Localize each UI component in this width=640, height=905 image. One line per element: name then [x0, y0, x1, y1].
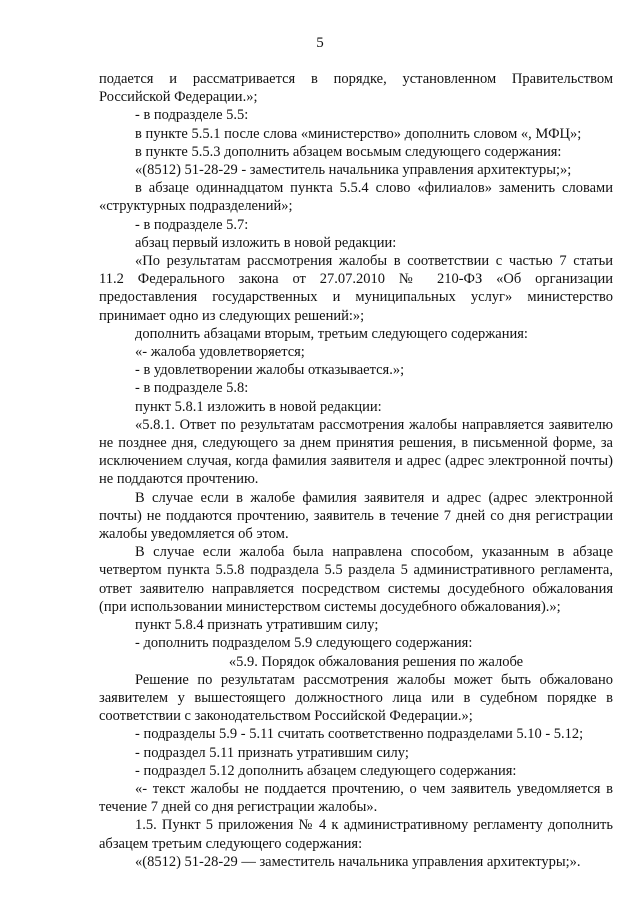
paragraph: «- текст жалобы не поддается прочтению, о чем заявитель уведомляется в течение 7 дней со дня регистрации жалобы». [99, 780, 613, 816]
paragraph: пункт 5.8.1 изложить в новой редакции: [135, 398, 382, 415]
paragraph: В случае если жалоба была направлена способом, указанным в абзаце четвертом пункта 5.5.8 подраздела 5.5 раздела 5 административного регламента, ответ заявителю направляется посредством системы досудебного обжалования (при использовании министерством системы досудебного обжалования).»; [99, 544, 613, 615]
paragraph: В случае если в жалобе фамилия заявителя и адрес (адрес электронной почты) не поддаются прочтению, заявитель в течение 7 дней со дня регистрации жалобы уведомляется об этом. [99, 489, 613, 543]
paragraph: - дополнить подразделом 5.9 следующего содержания: [135, 635, 473, 652]
paragraph: пункт 5.8.4 признать утратившим силу; [135, 617, 379, 634]
paragraph: «5.8.1. Ответ по результатам рассмотрения жалобы направляется заявителю не позднее дня, следующего за днем принятия решения, в письменной форме, за исключением случая, когда фамилия заявителя и адрес (адрес электронной почты) не поддаются прочтению. [99, 416, 613, 488]
paragraph: в абзаце одиннадцатом пункта 5.5.4 слово «филиалов» заменить словами «структурных подразделений»; [99, 180, 613, 215]
paragraph: - в подразделе 5.5: [135, 107, 249, 124]
paragraph: абзац первый изложить в новой редакции: [135, 234, 397, 251]
paragraph: - подраздел 5.12 дополнить абзацем следующего содержания: [135, 762, 517, 779]
paragraph: Решение по результатам рассмотрения жалобы может быть обжаловано заявителем у вышестоящего должностного лица или в судебном порядке в соответствии с законодательством Российской Федерации.»; [99, 671, 613, 725]
paragraph: - в подразделе 5.7: [135, 216, 249, 233]
page-number: 5 [316, 35, 324, 51]
paragraph: - в удовлетворении жалобы отказывается.»; [135, 362, 405, 379]
paragraph: в пункте 5.5.1 после слова «министерство» дополнить словом «, МФЦ»; [135, 125, 582, 142]
paragraph: «(8512) 51-28-29 - заместитель начальника управления архитектуры;»; [135, 162, 572, 179]
paragraph: «- жалоба удовлетворяется; [135, 344, 305, 361]
paragraph: подается и рассматривается в порядке, установленном Правительством Российской Федерации.»; [99, 71, 613, 106]
paragraph: «По результатам рассмотрения жалобы в соответствии с частью 7 статьи 11.2 Федерального закона от 27.07.2010 № 210-ФЗ «Об организации предоставления государственных и муниципальных услуг» министерство принимает одно из следующих решений:»; [99, 253, 613, 324]
paragraph: - в подразделе 5.8: [135, 380, 249, 397]
paragraph: в пункте 5.5.3 дополнить абзацем восьмым следующего содержания: [135, 143, 562, 160]
paragraph: дополнить абзацами вторым, третьим следующего содержания: [135, 325, 528, 342]
document-body [99, 70, 613, 871]
section-heading: «5.9. Порядок обжалования решения по жалобе [228, 653, 524, 670]
paragraph: - подразделы 5.9 - 5.11 считать соответственно подразделами 5.10 - 5.12; [135, 726, 584, 743]
paragraph: - подраздел 5.11 признать утратившим силу; [135, 744, 409, 761]
paragraph: 1.5. Пункт 5 приложения № 4 к административному регламенту дополнить абзацем третьим следующего содержания: [99, 817, 613, 852]
paragraph: «(8512) 51-28-29 — заместитель начальника управления архитектуры;». [135, 853, 581, 870]
